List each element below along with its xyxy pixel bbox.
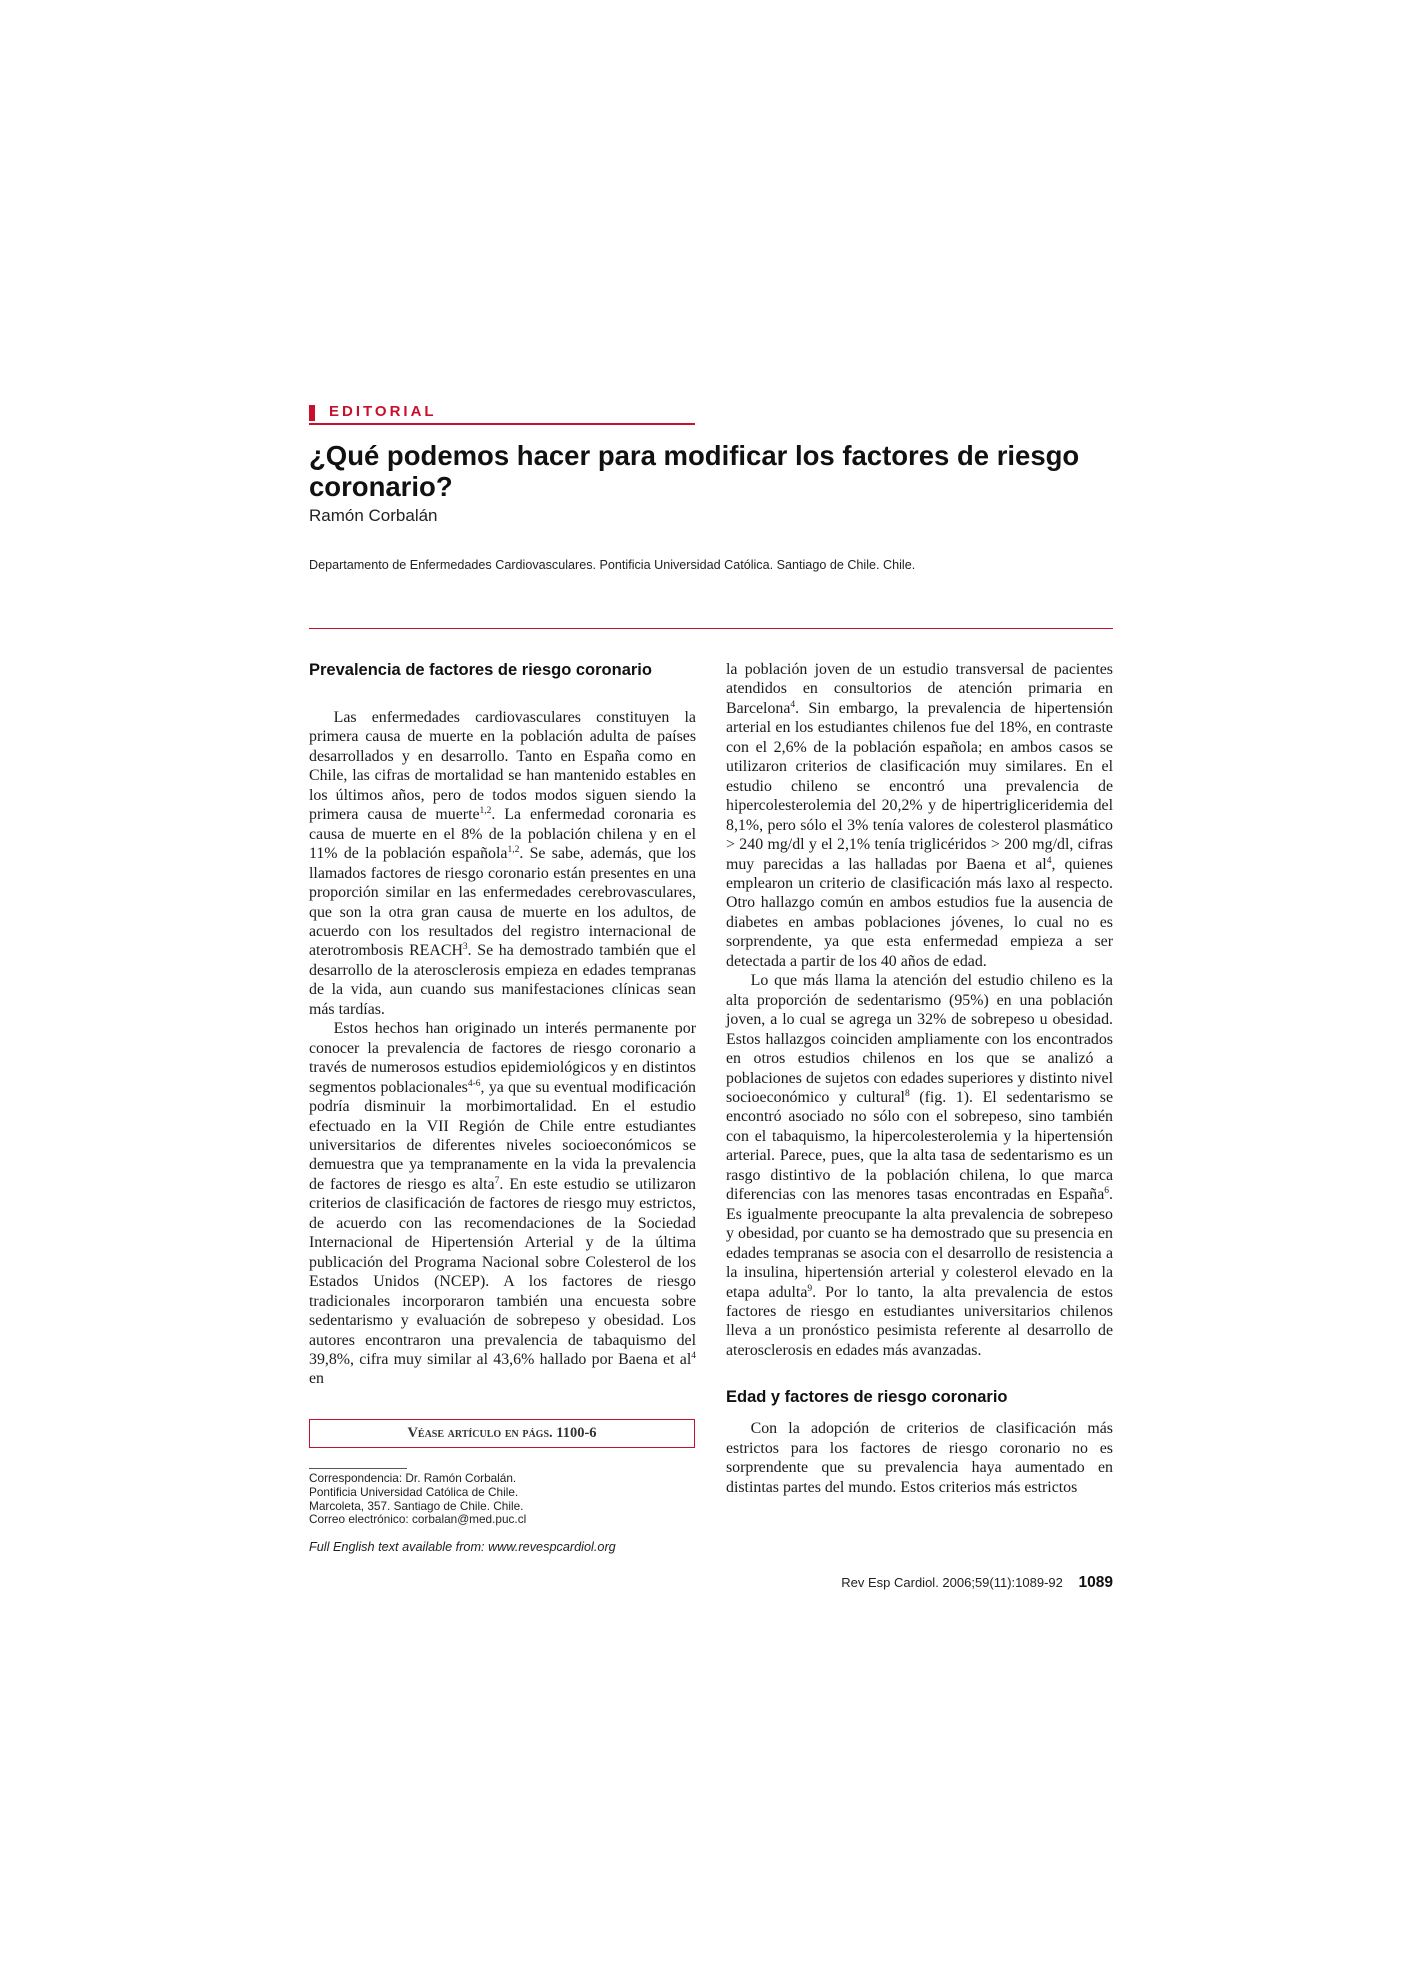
citation-ref: 4 bbox=[691, 1350, 696, 1361]
citation-ref: 9 bbox=[807, 1283, 813, 1294]
page-footer bbox=[841, 1574, 1113, 1592]
text-run: , quienes emplearon un criterio de clasificación más laxo al respecto. Otro hallazgo común en ambos estudios fue la ausencia de diabetes en ambas poblaciones jóvenes, lo cual no es sorprendente, ya que esta enfermedad empieza a ser detectada a partir de los 40 años de edad. bbox=[726, 855, 1113, 970]
section-label-text: EDITORIAL bbox=[329, 403, 437, 420]
citation-ref: 6 bbox=[1104, 1186, 1110, 1197]
citation-ref: 4 bbox=[790, 699, 796, 710]
correspondence-email: Correo electrónico: corbalan@med.puc.cl bbox=[309, 1512, 527, 1527]
citation-ref: 4 bbox=[1046, 855, 1052, 866]
paragraph bbox=[726, 971, 1113, 1360]
correspondence-line: Correspondencia: Dr. Ramón Corbalán. bbox=[309, 1471, 517, 1485]
correspondence-line: Pontificia Universidad Católica de Chile. bbox=[309, 1484, 519, 1499]
see-also-label: Véase artículo en págs. bbox=[407, 1425, 553, 1441]
citation-ref: 4-6 bbox=[467, 1078, 481, 1089]
text-run: . Se sabe, además, que los llamados factores de riesgo coronario están presentes en una proporción similar en las enfermedades cerebrovasculares, que son la otra gran causa de muerte en los adultos, de acuerdo con los resultados del registro internacional de aterotrombosis REACH bbox=[309, 845, 696, 960]
paragraph: Con la adopción de criterios de clasificación más estrictos para los factores de riesgo coronario no es sorprendente que su prevalencia haya aumentado en distintas partes del mundo. Estos criterios más estrictos bbox=[726, 1420, 1113, 1496]
section-underline bbox=[309, 423, 695, 425]
text-run: (fig. 1). El sedentarismo se encontró asociado no sólo con el sobrepeso, sino también con el tabaquismo, la hipercolesterolemia y la hipertensión arterial. Parece, pues, que la alta tasa de sedentarismo es un rasgo distintivo de la población chilena, lo que marca diferencias con las menores tasas encontradas en España bbox=[726, 1088, 1113, 1204]
correspondence-divider bbox=[309, 1468, 407, 1469]
text-run: . Se ha demostrado también que el desarrollo de la aterosclerosis empieza en edades tempranas de la vida, aun cuando sus manifestaciones clínicas sean más tardías. bbox=[309, 942, 696, 1018]
text-run: . Por lo tanto, la alta prevalencia de estos factores de riesgo en estudiantes universitarios chilenos lleva a un pronóstico pesimista referente al desarrollo de aterosclerosis en edades más avanzadas. bbox=[726, 1283, 1113, 1359]
article-title: ¿Qué podemos hacer para modificar los factores de riesgo coronario? bbox=[309, 440, 1080, 502]
citation-ref: 1,2 bbox=[507, 845, 520, 856]
section-heading-prevalencia: Prevalencia de factores de riesgo coronario bbox=[309, 661, 652, 679]
citation-ref: 3 bbox=[462, 942, 468, 953]
text-run: , ya que su eventual modificación podría disminuir la morbimortalidad. En el estudio efectuado en la VII Región de Chile entre estudiantes universitarios de diferentes niveles socioeconómicos se demuestra que ya tempranamente en la vida la prevalencia de factores de riesgo es alta bbox=[309, 1078, 696, 1193]
text-run: . En este estudio se utilizaron criterios de clasificación de factores de riesgo muy estrictos, de acuerdo con las recomendaciones de la Sociedad Internacional de Hipertensión Arterial y de la última publicación del Programa Nacional sobre Colesterol de los Estados Unidos (NCEP). A los factores de riesgo tradicionales incorporaron también una encuesta sobre sedentarismo y evaluación de sobrepeso y obesidad. Los autores encontraron una prevalencia de tabaquismo del 39,8%, cifra muy similar al 43,6% hallado por Baena et al bbox=[309, 1175, 696, 1368]
see-also-pages: 1100-6 bbox=[556, 1425, 597, 1441]
text-run: Las enfermedades cardiovasculares constituyen la primera causa de muerte en la población adulta de países desarrollados y en desarrollo. Tanto en España como en Chile, las cifras de mortalidad se han mantenido estables en los últimos años, pero de todos modos siguen siendo la primera causa de muerte bbox=[309, 709, 696, 824]
paragraph bbox=[309, 1019, 696, 1389]
author-name: Ramón Corbalán bbox=[309, 506, 438, 525]
text-run: la población joven de un estudio transversal de pacientes atendidos en consultorios de atención primaria en Barcelona bbox=[726, 661, 1113, 717]
text-run: . Sin embargo, la prevalencia de hipertensión arterial en los estudiantes chilenos fue del 18%, en contraste con el 2,6% de la población española; en ambos casos se utilizaron criterios de clasificación muy similares. En el estudio chileno se encontró una prevalencia de hipercolesterolemia del 20,2% y de hipertrigliceridemia del 8,1%, pero sólo el 3% tenía valores de colesterol plasmático > 240 mg/dl y el 2,1% tenía triglicéridos > 200 mg/dl, cifras muy parecidas a las halladas por Baena et al bbox=[726, 699, 1113, 873]
text-run: Lo que más llama la atención del estudio chileno es la alta proporción de sedentarismo (95%) en una población joven, a lo cual se agrega un 32% de sobrepeso u obesidad. Estos hallazgos coinciden ampliamente con los encontrados en otros estudios chilenos en los que se analizó a poblaciones de sujetos con edades superiores y distinto nivel socioeconómico y cultural bbox=[726, 972, 1113, 1106]
paragraph bbox=[726, 660, 1113, 971]
left-column bbox=[309, 660, 696, 1389]
author-affiliation: Departamento de Enfermedades Cardiovasculares. Pontificia Universidad Católica. Santiago de Chile. Chile. bbox=[309, 558, 916, 572]
text-run: . Es igualmente preocupante la alta prevalencia de sobrepeso y obesidad, por cuanto se ha demostrado que su presencia en edades tempranas se asocia con el desarrollo de resistencia a la insulina, hipertensión arterial y colesterol elevado en la etapa adulta bbox=[726, 1186, 1113, 1301]
section-heading-edad: Edad y factores de riesgo coronario bbox=[726, 1388, 1008, 1407]
journal-citation: Rev Esp Cardiol. 2006;59(11):1089-92 bbox=[841, 1575, 1063, 1590]
see-also-box[interactable] bbox=[309, 1419, 695, 1448]
section-label bbox=[309, 401, 695, 425]
page-number: 1089 bbox=[1078, 1574, 1113, 1591]
correspondence-line: Marcoleta, 357. Santiago de Chile. Chile. bbox=[309, 1498, 524, 1513]
section-marker bbox=[309, 405, 315, 421]
text-run: . La enfermedad coronaria es causa de muerte en el 8% de la población chilena y en el 11% de la población española bbox=[309, 806, 696, 863]
citation-ref: 7 bbox=[494, 1175, 500, 1186]
paragraph bbox=[309, 708, 696, 1019]
header-divider bbox=[309, 628, 1113, 629]
text-run: en bbox=[309, 1370, 324, 1388]
citation-ref: 1,2 bbox=[479, 806, 492, 817]
right-column bbox=[726, 660, 1113, 1497]
english-text-note: Full English text available from: www.revespcardiol.org bbox=[309, 1540, 616, 1554]
citation-ref: 8 bbox=[904, 1088, 910, 1099]
correspondence-block bbox=[309, 1472, 526, 1527]
text-run: Estos hechos han originado un interés permanente por conocer la prevalencia de factores de riesgo coronario a través de numerosos estudios epidemiológicos y en distintos segmentos poblacionales bbox=[309, 1020, 696, 1096]
